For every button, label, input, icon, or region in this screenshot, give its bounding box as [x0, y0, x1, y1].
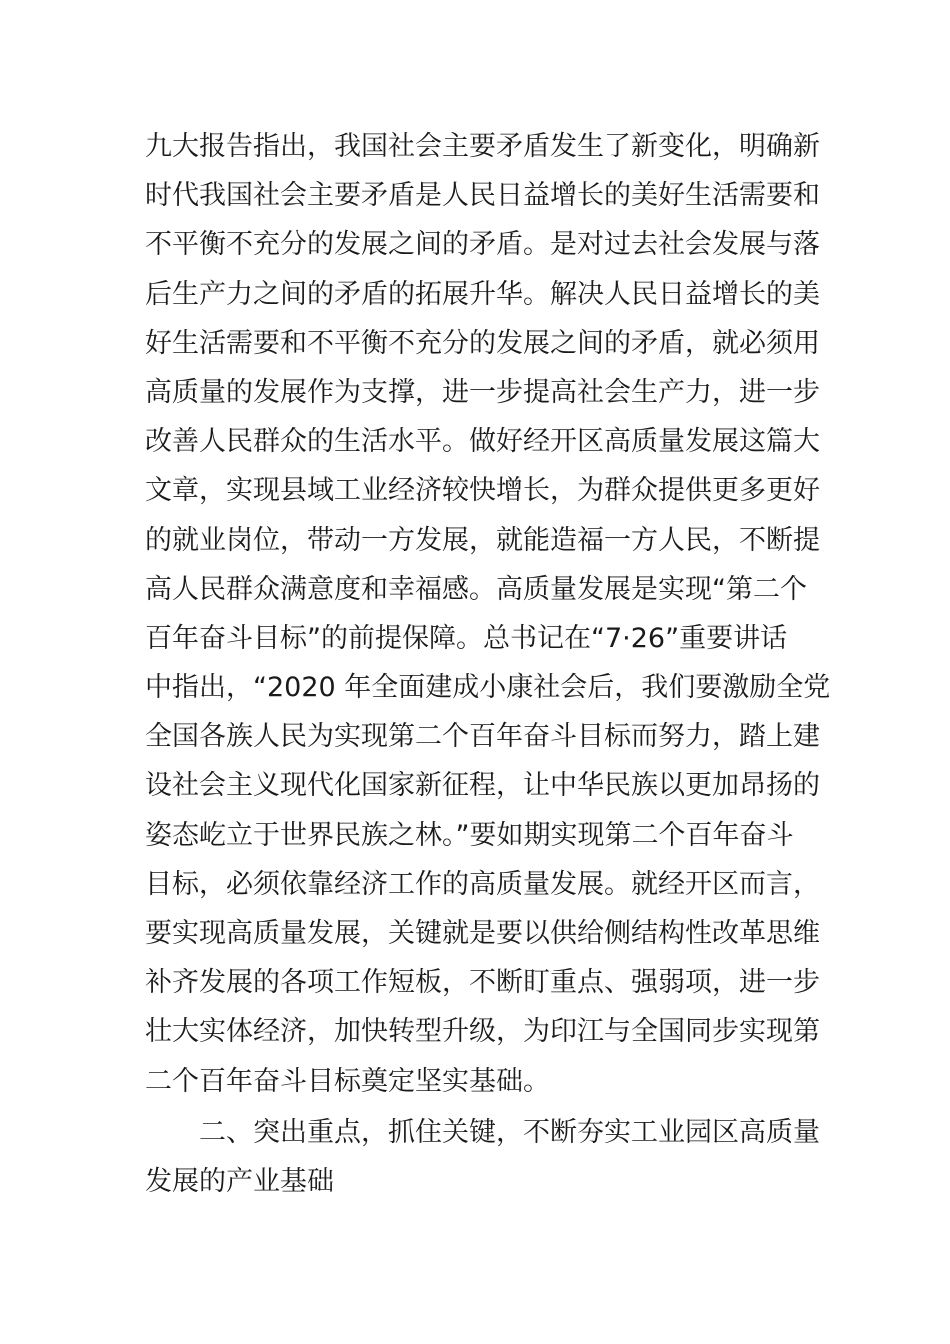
text-line: 后生产力之间的矛盾的拓展升华。解决人民日益增长的美 [145, 278, 820, 310]
text-line: 设社会主义现代化国家新征程，让中华民族以更加昂扬的 [145, 770, 820, 802]
paragraph-intro [145, 122, 831, 1106]
text-line: 高人民群众满意度和幸福感。高质量发展是实现“第二个 [145, 573, 807, 605]
text-line: 中指出，“2020 年全面建成小康社会后，我们要激励全党 [145, 672, 831, 704]
text-line: 文章，实现县域工业经济较快增长，为群众提供更多更好 [145, 475, 820, 507]
heading-line: 二、突出重点，抓住关键，不断夯实工业园区高质量 [199, 1116, 820, 1148]
text-line: 改善人民群众的生活水平。做好经开区高质量发展这篇大 [145, 426, 820, 458]
text-line: 目标，必须依靠经济工作的高质量发展。就经开区而言， [145, 868, 820, 900]
text-line: 二个百年奋斗目标奠定坚实基础。 [145, 1065, 550, 1097]
section-heading [145, 1108, 825, 1206]
text-line: 高质量的发展作为支撑，进一步提高社会生产力，进一步 [145, 376, 820, 408]
text-line: 姿态屹立于世界民族之林。”要如期实现第二个百年奋斗 [145, 819, 794, 851]
text-line: 壮大实体经济，加快转型升级，为印江与全国同步实现第 [145, 1016, 820, 1048]
text-line: 不平衡不充分的发展之间的矛盾。是对过去社会发展与落 [145, 229, 820, 261]
text-line: 九大报告指出，我国社会主要矛盾发生了新变化，明确新 [145, 131, 820, 162]
heading-line: 发展的产业基础 [145, 1165, 334, 1197]
text-line: 时代我国社会主要矛盾是人民日益增长的美好生活需要和 [145, 180, 820, 212]
text-line: 补齐发展的各项工作短板，不断盯重点、强弱项，进一步 [145, 967, 820, 999]
text-line: 要实现高质量发展，关键就是要以供给侧结构性改革思维 [145, 918, 820, 949]
text-line: 百年奋斗目标”的前提保障。总书记在“7·26”重要讲话 [145, 622, 788, 654]
text-line: 全国各族人民为实现第二个百年奋斗目标而努力，踏上建 [145, 721, 820, 753]
text-line: 的就业岗位，带动一方发展，就能造福一方人民，不断提 [145, 524, 820, 556]
text-line: 好生活需要和不平衡不充分的发展之间的矛盾，就必须用 [145, 327, 820, 359]
document-body [145, 122, 831, 1206]
